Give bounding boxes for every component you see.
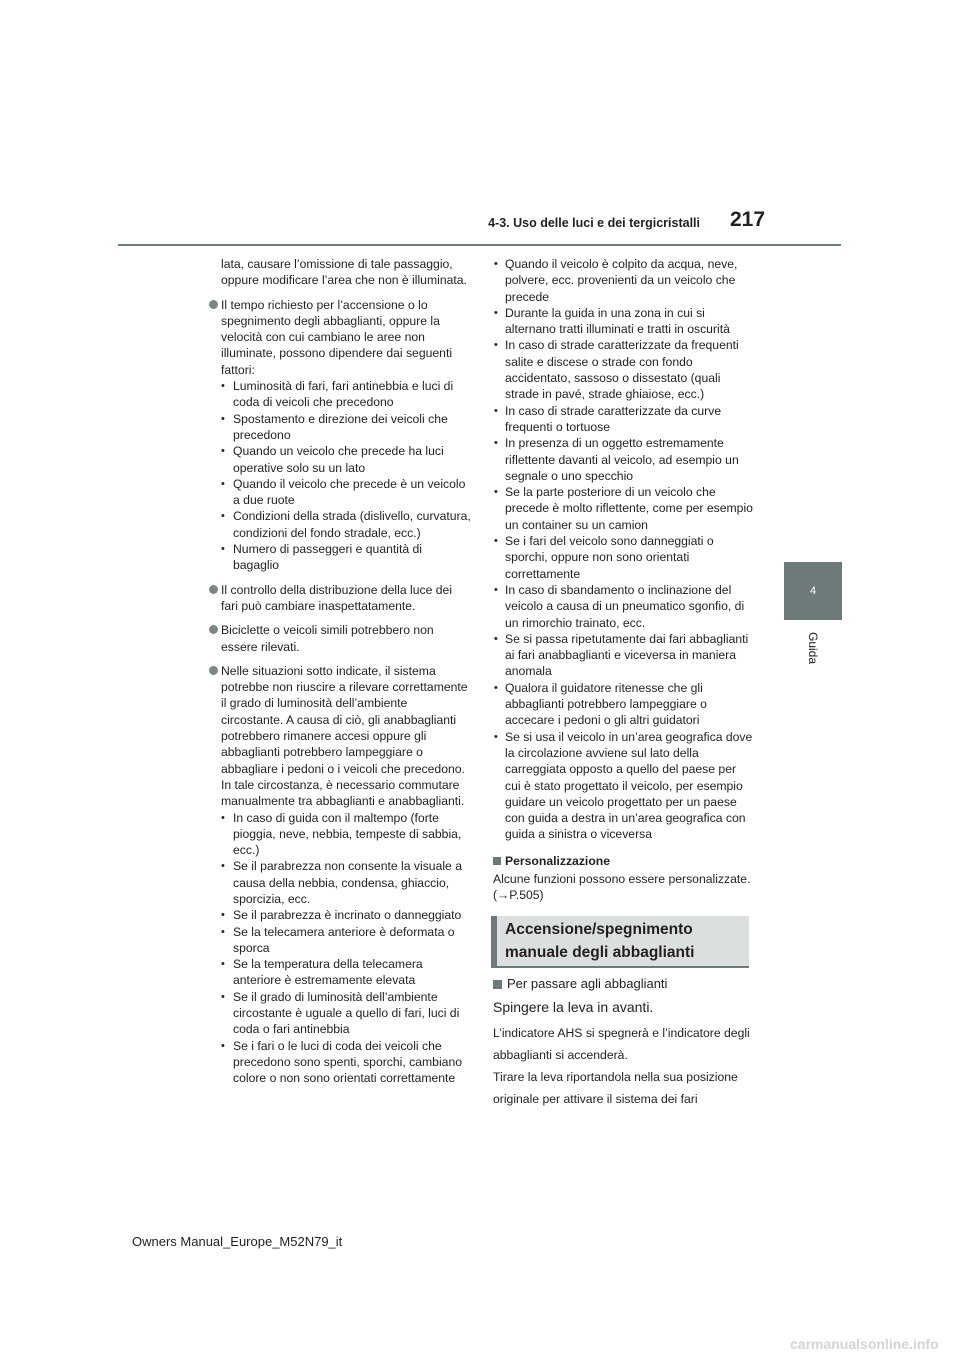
list-item: • In presenza di un oggetto estremamente riflettente davanti al veicolo, ad esempio un segnale o uno specchio — [493, 435, 755, 484]
bullet-dot-icon — [209, 585, 218, 594]
procedure-step: Spingere la leva in avanti. — [493, 999, 654, 1015]
section-title-box — [491, 916, 749, 968]
personalization-text: Alcune funzioni possono essere personalizzate. (→P.505) — [493, 871, 751, 903]
square-bullet-icon — [493, 980, 502, 989]
list-item: • Quando il veicolo è colpito da acqua, neve, polvere, ecc. provenienti da un veicolo che precede — [493, 256, 755, 305]
list-item: • In caso di strade caratterizzate da curve frequenti o tortuose — [493, 403, 755, 436]
situation-list-continued — [493, 256, 755, 843]
section-accent-bar — [491, 916, 497, 966]
procedure-heading — [493, 976, 769, 991]
intro-continuation: lata, causare l’omissione di tale passaggio, oppure modificare l’area che non è illuminata. — [221, 257, 467, 288]
section-title: Accensione/spegnimento manuale degli abbaglianti — [505, 921, 695, 961]
bullet-text: Il controllo della distribuzione della luce dei fari può cambiare inaspettatamente. — [221, 582, 453, 613]
procedure-heading-text: Per passare agli abbaglianti — [507, 976, 668, 991]
bullet-point — [209, 663, 471, 810]
section-header: 4-3. Uso delle luci e dei tergicristalli — [488, 216, 700, 230]
right-column — [493, 256, 755, 904]
list-item: • In caso di strade caratterizzate da frequenti salite e discese o strade con fondo accidentato, sassoso o dissestato (quali strade in pavé, strade ghiaiose, ecc.) — [493, 337, 755, 402]
left-column — [209, 256, 471, 1087]
personalization-heading — [493, 853, 755, 869]
list-item: • Se il parabrezza è incrinato o danneggiato — [209, 907, 471, 923]
bullet-text: Il tempo richiesto per l’accensione o lo spegnimento degli abbaglianti, oppure la velocità con cui cambiano le aree non illuminate, possono dipendere dai seguenti fattori: — [221, 297, 453, 377]
list-item: • Se il parabrezza non consente la visuale a causa della nebbia, condensa, ghiaccio, sporcizia, ecc. — [209, 858, 471, 907]
bullet-text: Biciclette o veicoli simili potrebbero non essere rilevati. — [221, 623, 434, 654]
list-item: • Se i fari o le luci di coda dei veicoli che precedono sono spenti, sporchi, cambiano colore o non sono orientati correttamente — [209, 1038, 471, 1087]
bullet-dot-icon — [209, 666, 218, 675]
list-item: • Se i fari del veicolo sono danneggiati o sporchi, oppure non sono orientati correttamente — [493, 533, 755, 582]
list-item: • Se si passa ripetutamente dai fari abbaglianti ai fari anabbaglianti e viceversa in maniera anomala — [493, 631, 755, 680]
list-item: • In caso di sbandamento o inclinazione del veicolo a causa di un pneumatico sgonfio, di un rimorchio trainato, ecc. — [493, 582, 755, 631]
page-number: 217 — [730, 208, 766, 231]
list-item: • Spostamento e direzione dei veicoli che precedono — [209, 411, 471, 444]
watermark: carmanualsonline.info — [790, 1336, 939, 1352]
chapter-tab: 4 — [784, 562, 842, 620]
footer-manual-id: Owners Manual_Europe_M52N79_it — [132, 1234, 343, 1249]
list-item: • Se si usa il veicolo in un’area geografica dove la circolazione avviene sul lato della carreggiata opposto a quello del paese per cui è stato progettato il veicolo, per esempio guidare un veicolo progettato per un paese con guida a destra in un’area geografica con guida a sinistra o viceversa — [493, 729, 755, 843]
header-divider — [118, 244, 841, 246]
procedure-text: Tirare la leva riportandola nella sua posizione originale per attivare il sistema dei fari — [493, 1070, 738, 1106]
procedure-text: L’indicatore AHS si spegnerà e l’indicatore degli abbaglianti si accenderà. — [493, 1026, 750, 1062]
list-item: • Qualora il guidatore ritenesse che gli abbaglianti potrebbero lampeggiare o accecare i pedoni o gli altri guidatori — [493, 680, 755, 729]
bullet-point — [209, 622, 471, 655]
list-item: • Luminosità di fari, fari antinebbia e luci di coda di veicoli che precedono — [209, 378, 471, 411]
list-item: • Durante la guida in una zona in cui si alternano tratti illuminati e tratti in oscurità — [493, 305, 755, 338]
factor-list — [209, 378, 471, 574]
list-item: • In caso di guida con il maltempo (forte pioggia, neve, nebbia, tempeste di sabbia, ecc.) — [209, 810, 471, 859]
situation-list — [209, 810, 471, 1087]
list-item: • Se la temperatura della telecamera anteriore è estremamente elevata — [209, 956, 471, 989]
bullet-dot-icon — [209, 300, 218, 309]
list-item: • Quando un veicolo che precede ha luci operative solo su un lato — [209, 443, 471, 476]
list-item: • Se la parte posteriore di un veicolo che precede è molto riflettente, come per esempio un container su un camion — [493, 484, 755, 533]
chapter-label — [784, 628, 842, 668]
list-item: • Se la telecamera anteriore è deformata o sporca — [209, 924, 471, 957]
personalization-heading-text: Personalizzazione — [505, 853, 610, 868]
list-item: • Quando il veicolo che precede è un veicolo a due ruote — [209, 476, 471, 509]
bullet-point — [209, 582, 471, 615]
bullet-point — [209, 297, 471, 378]
list-item: • Condizioni della strada (dislivello, curvatura, condizioni del fondo stradale, ecc.) — [209, 508, 471, 541]
chapter-label-text: Guida — [806, 631, 820, 665]
bullet-dot-icon — [209, 625, 218, 634]
square-bullet-icon — [493, 857, 501, 865]
list-item: • Se il grado di luminosità dell’ambiente circostante è uguale a quello di fari, luci di coda o fari antinebbia — [209, 989, 471, 1038]
bullet-text: Nelle situazioni sotto indicate, il sistema potrebbe non riuscire a rilevare correttamente il grado di luminosità dell’ambiente circostante. A causa di ciò, gli anabbaglianti potrebbero rimanere accesi oppure gli abbaglianti potrebbero lampeggiare o abbagliare i pedoni o i veicoli che precedono. In tale circostanza, è necessario commutare manualmente tra abbaglianti e anabbaglianti. — [221, 663, 468, 809]
list-item: • Numero di passeggeri e quantità di bagaglio — [209, 541, 471, 574]
